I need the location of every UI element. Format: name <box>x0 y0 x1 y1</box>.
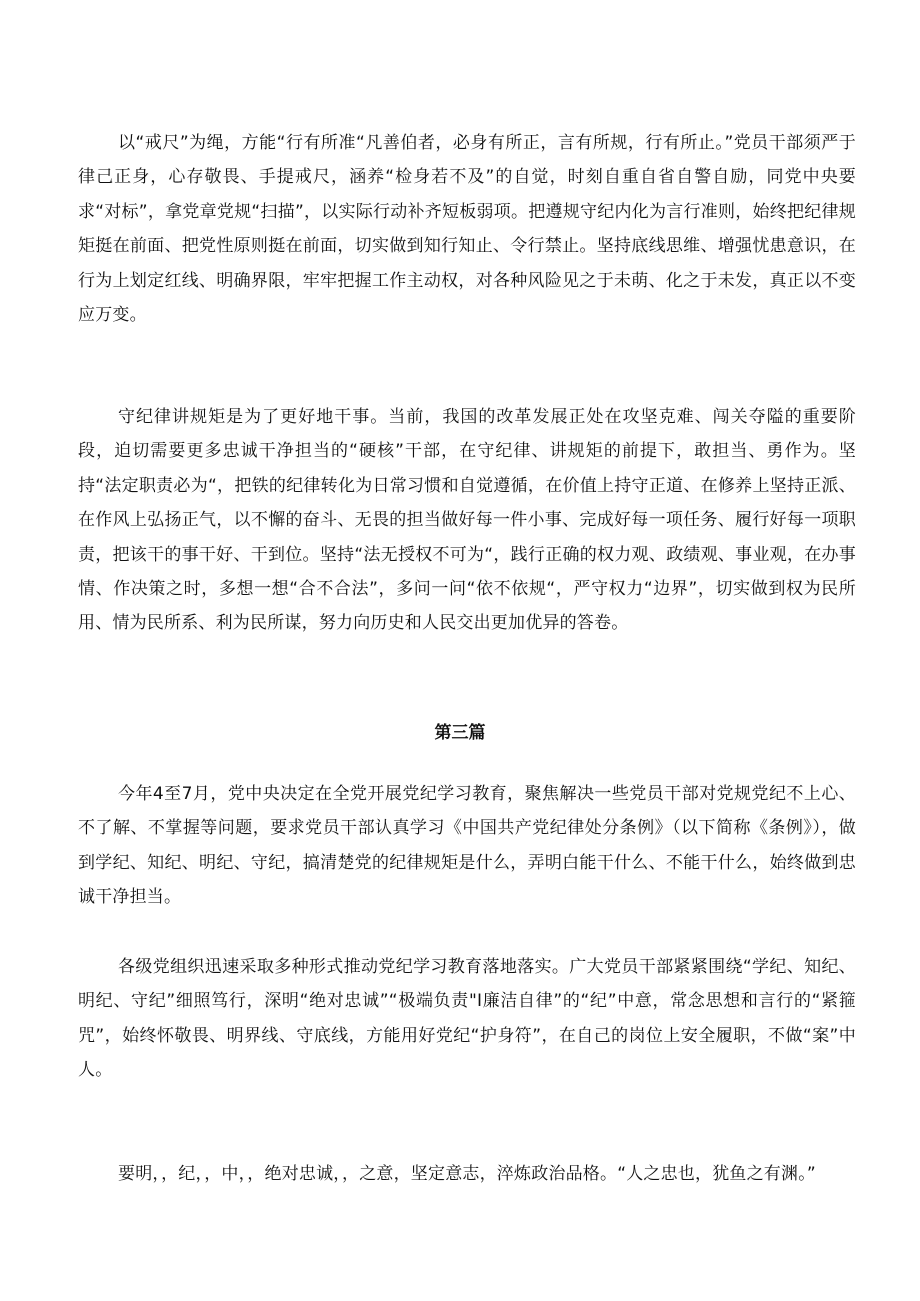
body-paragraph: 各级党组织迅速采取多种形式推动党纪学习教育落地落实。广大党员干部紧紧围绕“学纪、知纪、明纪、守纪”细照笃行，深明“绝对忠诚”“极端负责"I廉洁自律”的“纪”中意，常念思想和言行的“紧箍咒”，始终怀敬畏、明界线、守底线，方能用好党纪“护身符”，在自己的岗位上安全履职，不做“案”中人。 <box>78 957 856 1081</box>
body-paragraph: 今年4至7月，党中央决定在全党开展党纪学习教育，聚焦解决一些党员干部对党规党纪不上心、不了解、不掌握等问题，要求党员干部认真学习《中国共产党纪律处分条例》（以下简称《条例》），做到学纪、知纪、明纪、守纪，搞清楚党的纪律规矩是什么，弄明白能干什么、不能干什么，始终做到忠诚干净担当。 <box>78 784 856 908</box>
body-paragraph: 以“戒尺”为绳，方能“行有所准“凡善伯者，必身有所正，言有所规，行有所止。”党员干部须严于律己正身，心存敬畏、手提戒尺，涵养“检身若不及”的自觉，时刻自重自省自警自励，同党中央要求“对标”，拿党章党规“扫描”，以实际行动补齐短板弱项。把遵规守纪内化为言行准则，始终把纪律规矩挺在前面、把党性原则挺在前面，切实做到知行知止、令行禁止。坚持底线思维、增强忧患意识，在行为上划定红线、明确界限，牢牢把握工作主动权，对各种风险见之于未萌、化之于未发，真正以不变应万变。 <box>78 133 856 326</box>
body-paragraph: 要明，，纪，，中，，绝对忠诚，，之意，坚定意志，淬炼政治品格。“人之忠也，犹鱼之有渊。” <box>118 1164 816 1184</box>
section-heading: 第三篇 <box>434 723 486 743</box>
body-paragraph: 守纪律讲规矩是为了更好地干事。当前，我国的改革发展正处在攻坚克难、闯关夺隘的重要阶段，迫切需要更多忠诚干净担当的“硬核”干部，在守纪律、讲规矩的前提下，敢担当、勇作为。坚持“法定职责必为“，把铁的纪律转化为日常习惯和自觉遵循，在价值上持守正道、在修养上坚持正派、在作风上弘扬正气，以不懈的奋斗、无畏的担当做好每一件小事、完成好每一项任务、履行好每一项职责，把该干的事干好、干到位。坚持“法无授权不可为“，践行正确的权力观、政绩观、事业观，在办事情、作决策之时，多想一想“合不合法”，多问一问“依不依规“，严守权力“边界”，切实做到权为民所用、情为民所系、利为民所谋，努力向历史和人民交出更加优异的答卷。 <box>78 407 856 634</box>
